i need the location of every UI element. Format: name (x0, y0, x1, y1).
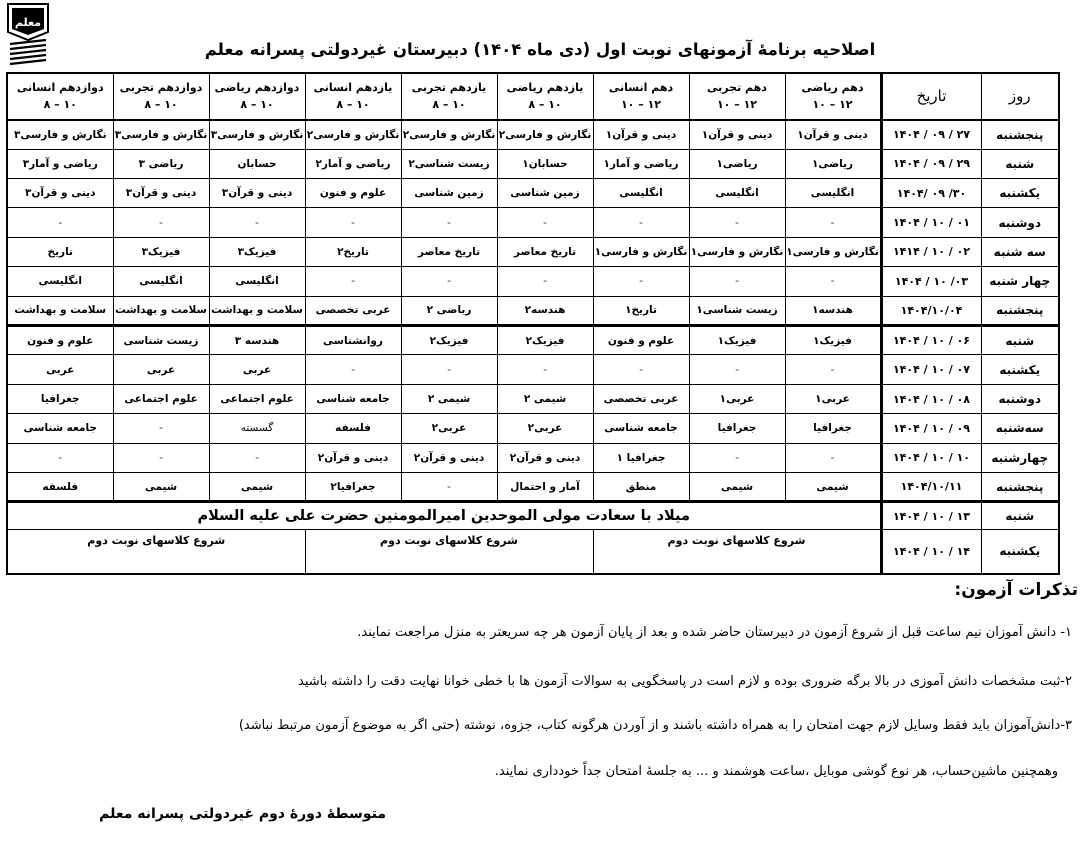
exam-cell: نگارش و فارسی۳ (113, 120, 209, 149)
exam-cell: علوم و فنون (7, 325, 113, 354)
row-date: ۱۴۰۴ / ۱۰ / ۱۳ (881, 502, 981, 529)
logo-book-icon (6, 2, 50, 72)
exam-cell: شیمی ۲ (497, 384, 593, 413)
page-title: اصلاحیه برنامۀ آزمونهای نوبت اول (دی ماه ۱۴۰۴) دبیرستان غیردولتی پسرانه معلم (204, 40, 876, 59)
exam-cell: ریاضی و آمار۱ (593, 149, 689, 178)
row-date: ۱۴۰۴ / ۰۹ / ۲۹ (881, 149, 981, 178)
exam-cell: فیزیک۱ (785, 325, 881, 354)
exam-cell: عربی تخصصی (593, 384, 689, 413)
exam-cell: - (593, 208, 689, 237)
header-grade (305, 73, 401, 120)
exam-cell: جغرافیا (689, 414, 785, 443)
exam-cell: - (785, 208, 881, 237)
exam-cell: عربی۲ (497, 414, 593, 443)
grade-name: یازدهم انسانی (313, 81, 393, 95)
exam-cell: حسابان (209, 149, 305, 178)
exam-cell: ریاضی ۳ (113, 149, 209, 178)
exam-cell: - (401, 267, 497, 296)
grade-time: ۱۰ – ۸ (240, 98, 274, 112)
exam-cell: شیمی (785, 473, 881, 502)
exam-cell: - (7, 208, 113, 237)
notes-title: تذکرات آزمون: (954, 580, 1078, 600)
exam-cell: دینی و قرآن۱ (785, 120, 881, 149)
schedule-row (7, 178, 1059, 207)
grade-name: دهم تجربی (707, 81, 767, 95)
exam-cell: تاریخ معاصر (401, 237, 497, 266)
exam-cell: عربی۱ (785, 384, 881, 413)
exam-cell: انگلیسی (209, 267, 305, 296)
exam-cell: سلامت و بهداشت (113, 296, 209, 325)
exam-cell: هندسه ۳ (209, 325, 305, 354)
exam-cell: عربی (209, 355, 305, 384)
header-grade (785, 73, 881, 120)
exam-cell: نگارش و فارسی۳ (7, 120, 113, 149)
grade-name: دوازدهم انسانی (16, 81, 104, 95)
row-day: یکشنبه (981, 355, 1059, 384)
schedule-row (7, 473, 1059, 502)
exam-cell: دینی و قرآن۲ (305, 443, 401, 472)
exam-cell: شیمی (689, 473, 785, 502)
exam-cell: عربی۲ (401, 414, 497, 443)
header-grade (7, 73, 113, 120)
exam-cell: فلسفه (305, 414, 401, 443)
exam-cell: - (785, 443, 881, 472)
exam-cell: - (401, 473, 497, 502)
exam-cell: جغرافیا۲ (305, 473, 401, 502)
exam-cell: روانشناسی (305, 325, 401, 354)
header-grade (593, 73, 689, 120)
schedule-row (7, 325, 1059, 354)
row-date: ۱۴۰۴ / ۱۰ / ۰۱ (881, 208, 981, 237)
exam-cell: - (113, 208, 209, 237)
exam-cell: هندسه۱ (785, 296, 881, 325)
exam-cell: شیمی (113, 473, 209, 502)
grade-name: دوازدهم تجربی (119, 81, 203, 95)
exam-cell: نگارش و فارسی۱ (593, 237, 689, 266)
exam-cell: آمار و احتمال (497, 473, 593, 502)
grade-time: ۱۰ – ۸ (528, 98, 562, 112)
exam-cell: جغرافیا (785, 414, 881, 443)
grade-name: دهم انسانی (608, 81, 674, 95)
grade-time: ۱۰ – ۸ (144, 98, 178, 112)
exam-cell: - (113, 414, 209, 443)
exam-cell: علوم و فنون (305, 178, 401, 207)
row-date: ۱۴۰۴ / ۱۰ / ۰۶ (881, 325, 981, 354)
row-day: پنجشنبه (981, 296, 1059, 325)
row-day: شنبه (981, 325, 1059, 354)
grade-time: ۱۲ – ۱۰ (716, 98, 758, 112)
holiday-banner: میلاد با سعادت مولی الموحدین امیرالمومنین حضرت علی علیه السلام (7, 502, 881, 529)
exam-cell: شیمی (209, 473, 305, 502)
grade-time: ۱۲ – ۱۰ (620, 98, 662, 112)
exam-cell: فیزیک۲ (401, 325, 497, 354)
row-date: ۱۴۰۴ / ۱۰ / ۰۷ (881, 355, 981, 384)
header-row (7, 73, 1059, 120)
schedule-row (7, 414, 1059, 443)
schedule-row (7, 267, 1059, 296)
second-term-start-cell: شروع کلاسهای نوبت دوم (593, 529, 881, 574)
exam-cell: تاریخ۲ (305, 237, 401, 266)
grade-name: دهم ریاضی (801, 81, 864, 95)
exam-cell: - (401, 355, 497, 384)
row-day: شنبه (981, 502, 1059, 529)
exam-cell: - (497, 208, 593, 237)
second-term-start-cell: شروع کلاسهای نوبت دوم (305, 529, 593, 574)
header-grade (209, 73, 305, 120)
row-day: شنبه (981, 149, 1059, 178)
exam-cell: زمین شناسی (497, 178, 593, 207)
grade-time: ۱۰ – ۸ (43, 98, 77, 112)
exam-cell: انگلیسی (7, 267, 113, 296)
row-day: پنجشنبه (981, 120, 1059, 149)
exam-cell: زیست شناسی۱ (689, 296, 785, 325)
row-day: سه‌شنبه (981, 414, 1059, 443)
exam-cell: نگارش و فارسی۳ (209, 120, 305, 149)
exam-cell: عربی۱ (689, 384, 785, 413)
row-day: پنجشنبه (981, 473, 1059, 502)
grade-name: یازدهم تجربی (411, 81, 487, 95)
schedule-row (7, 443, 1059, 472)
row-date: ۱۴۰۴ / ۱۰ / ۰۸ (881, 384, 981, 413)
exam-cell: تاریخ۱ (593, 296, 689, 325)
row-day: سه شنبه (981, 237, 1059, 266)
exam-cell: فیزیک۳ (209, 237, 305, 266)
exam-cell: - (785, 355, 881, 384)
exam-cell: فلسفه (7, 473, 113, 502)
exam-cell: ریاضی و آمار۳ (7, 149, 113, 178)
exam-cell: جامعه شناسی (305, 384, 401, 413)
exam-cell: - (689, 267, 785, 296)
exam-cell: - (497, 267, 593, 296)
exam-cell: دینی و قرآن۱ (593, 120, 689, 149)
exam-cell: زیست شناسی۲ (401, 149, 497, 178)
exam-cell: - (689, 355, 785, 384)
exam-cell: ریاضی۱ (689, 149, 785, 178)
exam-cell: زمین شناسی (401, 178, 497, 207)
row-date: ۱۴۰۴/۱۰/۱۱ (881, 473, 981, 502)
exam-cell: فیزیک۱ (689, 325, 785, 354)
exam-cell: ریاضی۱ (785, 149, 881, 178)
exam-cell: نگارش و فارسی۲ (305, 120, 401, 149)
exam-cell: دینی و قرآن۳ (7, 178, 113, 207)
grade-time: ۱۰ – ۸ (336, 98, 370, 112)
grade-time: ۱۲ – ۱۰ (812, 98, 853, 112)
row-day: چهارشنبه (981, 443, 1059, 472)
exam-cell: دینی و قرآن۱ (689, 120, 785, 149)
exam-cell: - (689, 443, 785, 472)
header-date: تاریخ (881, 73, 981, 120)
exam-cell: - (7, 443, 113, 472)
second-term-row (7, 529, 1059, 574)
exam-cell: دینی و قرآن۳ (113, 178, 209, 207)
exam-cell: - (593, 267, 689, 296)
exam-cell: دینی و قرآن۲ (497, 443, 593, 472)
exam-cell: - (113, 443, 209, 472)
exam-cell: فیزیک۳ (113, 237, 209, 266)
exam-cell: - (401, 208, 497, 237)
grade-name: دوازدهم ریاضی (214, 81, 300, 95)
header-grade (497, 73, 593, 120)
footer-school-name: متوسطۀ دورۀ دوم غیردولتی پسرانه معلم (99, 806, 386, 822)
row-date: ۱۴۰۴ / ۰۹ / ۲۷ (881, 120, 981, 149)
exam-cell: انگلیسی (785, 178, 881, 207)
note-item-3-continued: وهمچنین ماشین‌حساب، هر نوع گوشی موبایل ،ساعت هوشمند و ... به جلسۀ امتحان جداً خودداری نمایند. (494, 764, 1058, 779)
exam-cell: انگلیسی (593, 178, 689, 207)
exam-schedule-table (6, 72, 1060, 575)
exam-cell: هندسه۲ (497, 296, 593, 325)
exam-cell: علوم اجتماعی (113, 384, 209, 413)
exam-cell: علوم و فنون (593, 325, 689, 354)
exam-cell: - (785, 267, 881, 296)
exam-cell: علوم اجتماعی (209, 384, 305, 413)
note-item-3: ۳-دانش‌آموزان باید فقط وسایل لازم جهت امتحان را به همراه داشته باشند و از آوردن هرگونه کتاب، جزوه، نوشته (حتی اگر به موضوع آزمون مرتبط نباشد) (238, 718, 1072, 733)
row-date: ۱۴۰۴ / ۱۰ /۰۳ (881, 267, 981, 296)
row-date: ۱۴۰۴ / ۱۰ / ۱۴ (881, 529, 981, 574)
header-grade (113, 73, 209, 120)
row-day: یکشنبه (981, 529, 1059, 574)
row-day: یکشنبه (981, 178, 1059, 207)
grade-time: ۱۰ – ۸ (432, 98, 466, 112)
exam-cell: - (689, 208, 785, 237)
schedule-row (7, 355, 1059, 384)
schedule-row (7, 120, 1059, 149)
svg-text:معلم: معلم (14, 16, 42, 29)
exam-cell: دینی و قرآن۳ (209, 178, 305, 207)
row-date: ۱۴۱۴ / ۱۰ / ۰۲ (881, 237, 981, 266)
exam-cell: فیزیک۲ (497, 325, 593, 354)
row-day: دوشنبه (981, 384, 1059, 413)
exam-cell: شیمی ۲ (401, 384, 497, 413)
exam-cell: سلامت و بهداشت (7, 296, 113, 325)
exam-cell: - (305, 267, 401, 296)
exam-cell: جغرافیا ۱ (593, 443, 689, 472)
row-date: ۱۴۰۴ / ۱۰ / ۱۰ (881, 443, 981, 472)
schedule-row (7, 149, 1059, 178)
exam-cell: نگارش و فارسی۱ (689, 237, 785, 266)
exam-cell: تاریخ معاصر (497, 237, 593, 266)
row-date: ۱۴۰۴ / ۱۰ / ۰۹ (881, 414, 981, 443)
exam-cell: عربی (7, 355, 113, 384)
exam-cell: عربی تخصصی (305, 296, 401, 325)
exam-cell: - (209, 443, 305, 472)
row-date: ۱۴۰۴/ ۰۹ /۳۰ (881, 178, 981, 207)
exam-cell: جامعه شناسی (593, 414, 689, 443)
row-date: ۱۴۰۴/۱۰/۰۴ (881, 296, 981, 325)
exam-cell: نگارش و فارسی۱ (785, 237, 881, 266)
row-day: دوشنبه (981, 208, 1059, 237)
exam-cell: زیست شناسی (113, 325, 209, 354)
schedule-row (7, 296, 1059, 325)
exam-cell: - (209, 208, 305, 237)
exam-cell: عربی (113, 355, 209, 384)
exam-cell: جغرافیا (7, 384, 113, 413)
second-term-start-cell: شروع کلاسهای نوبت دوم (7, 529, 305, 574)
schedule-row (7, 237, 1059, 266)
exam-cell: دینی و قرآن۲ (401, 443, 497, 472)
exam-cell: انگلیسی (689, 178, 785, 207)
schedule-row (7, 384, 1059, 413)
exam-cell: ریاضی ۲ (401, 296, 497, 325)
header-day: روز (981, 73, 1059, 120)
note-item-2: ۲-ثبت مشخصات دانش آموزی در بالا برگه ضروری بوده و لازم است در پاسخگویی به سوالات آزمون ها با خطی خوانا نهایت دقت را داشته باشید (298, 674, 1072, 689)
exam-cell: - (497, 355, 593, 384)
schedule-row (7, 208, 1059, 237)
row-day: چهار شنبه (981, 267, 1059, 296)
note-item-1: ۱- دانش آموزان نیم ساعت قبل از شروع آزمون در دبیرستان حاضر شده و بعد از پایان آزمون هر چه سریعتر به منزل مراجعت نمایند. (357, 625, 1072, 640)
exam-cell: حسابان۱ (497, 149, 593, 178)
exam-cell: انگلیسی (113, 267, 209, 296)
exam-cell: تاریخ (7, 237, 113, 266)
exam-cell: سلامت و بهداشت (209, 296, 305, 325)
header-grade (401, 73, 497, 120)
school-logo (6, 2, 50, 72)
exam-cell: - (305, 355, 401, 384)
exam-cell: جامعه شناسی (7, 414, 113, 443)
exam-cell: منطق (593, 473, 689, 502)
exam-cell: نگارش و فارسی۲ (401, 120, 497, 149)
exam-cell: گسسته (209, 414, 305, 443)
header-grade (689, 73, 785, 120)
grade-name: یازدهم ریاضی (506, 81, 584, 95)
holiday-row (7, 502, 1059, 529)
exam-cell: نگارش و فارسی۲ (497, 120, 593, 149)
exam-cell: - (305, 208, 401, 237)
exam-cell: - (593, 355, 689, 384)
exam-cell: ریاضی و آمار۲ (305, 149, 401, 178)
